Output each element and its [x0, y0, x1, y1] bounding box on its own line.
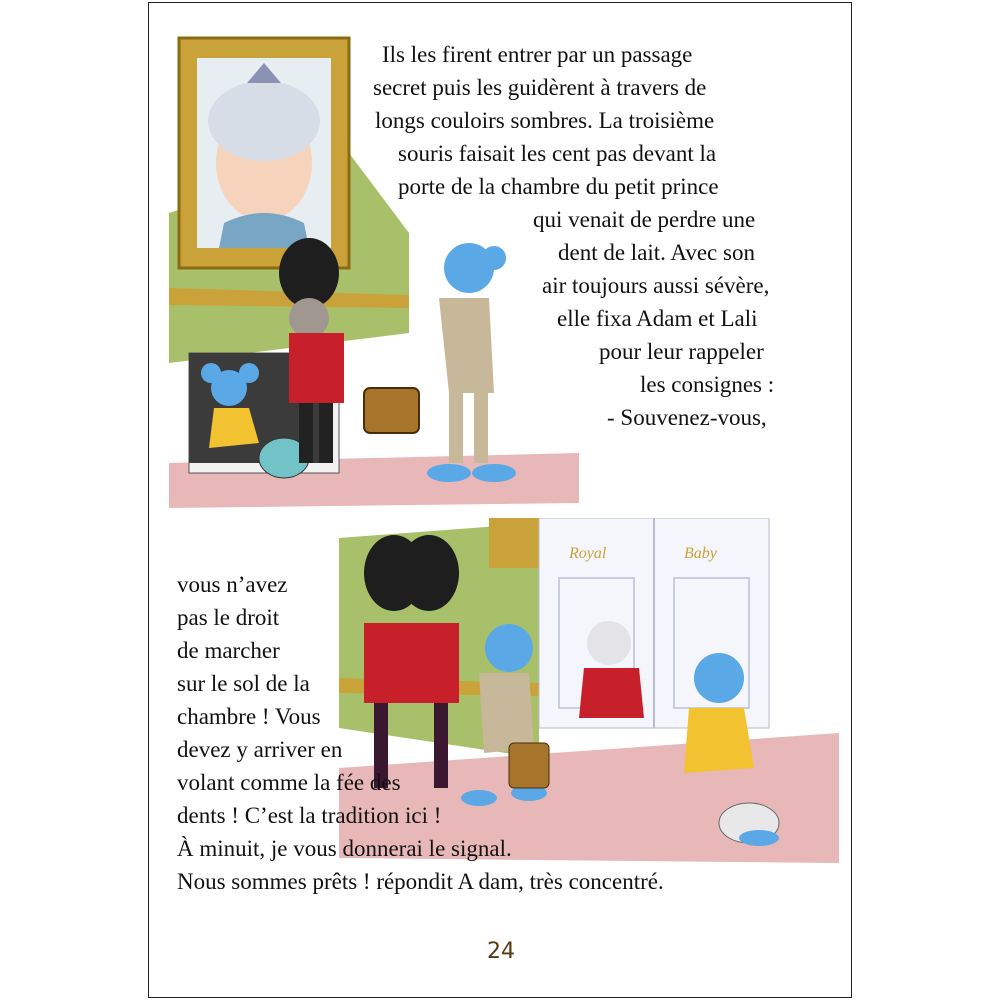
text-line: devez y arriver en — [177, 737, 343, 762]
door-sign-royal: Royal — [569, 545, 607, 562]
text-line: qui venait de perdre une — [533, 207, 756, 232]
text-line: À minuit, je vous donnerai le signal. — [177, 836, 512, 861]
text-line: air toujours aussi sévère, — [542, 273, 770, 298]
guard-pair — [364, 535, 459, 788]
text-line: dent de lait. Avec son — [558, 240, 755, 265]
queen-portrait — [179, 38, 349, 268]
text-line: souris faisait les cent pas devant la — [398, 141, 717, 166]
text-line: vous n’avez — [177, 572, 288, 597]
text-line: sur le sol de la — [177, 671, 310, 696]
text-line: de marcher — [177, 638, 280, 663]
text-line: dents ! C’est la tradition ici ! — [177, 803, 442, 828]
text-line: pas le droit — [177, 605, 280, 630]
text-line: Ils les firent entrer par un passage — [382, 42, 693, 67]
text-line: elle fixa Adam et Lali — [557, 306, 758, 331]
text-line: Nous sommes prêts ! répondit A dam, très concentré. — [177, 869, 664, 894]
door-sign-baby: Baby — [684, 545, 717, 562]
text-line: chambre ! Vous — [177, 704, 321, 729]
text-line: - Souvenez-vous, — [607, 405, 767, 430]
text-line: longs couloirs sombres. La troisième — [375, 108, 715, 133]
page-number: 24 — [487, 939, 515, 964]
text-line: les consignes : — [640, 372, 775, 397]
text-line: volant comme la fée des — [177, 770, 401, 795]
book-page — [148, 2, 852, 998]
text-line: porte de la chambre du petit prince — [398, 174, 719, 199]
text-line: pour leur rappeler — [599, 339, 764, 364]
text-line: secret puis les guidèrent à travers de — [373, 75, 707, 100]
